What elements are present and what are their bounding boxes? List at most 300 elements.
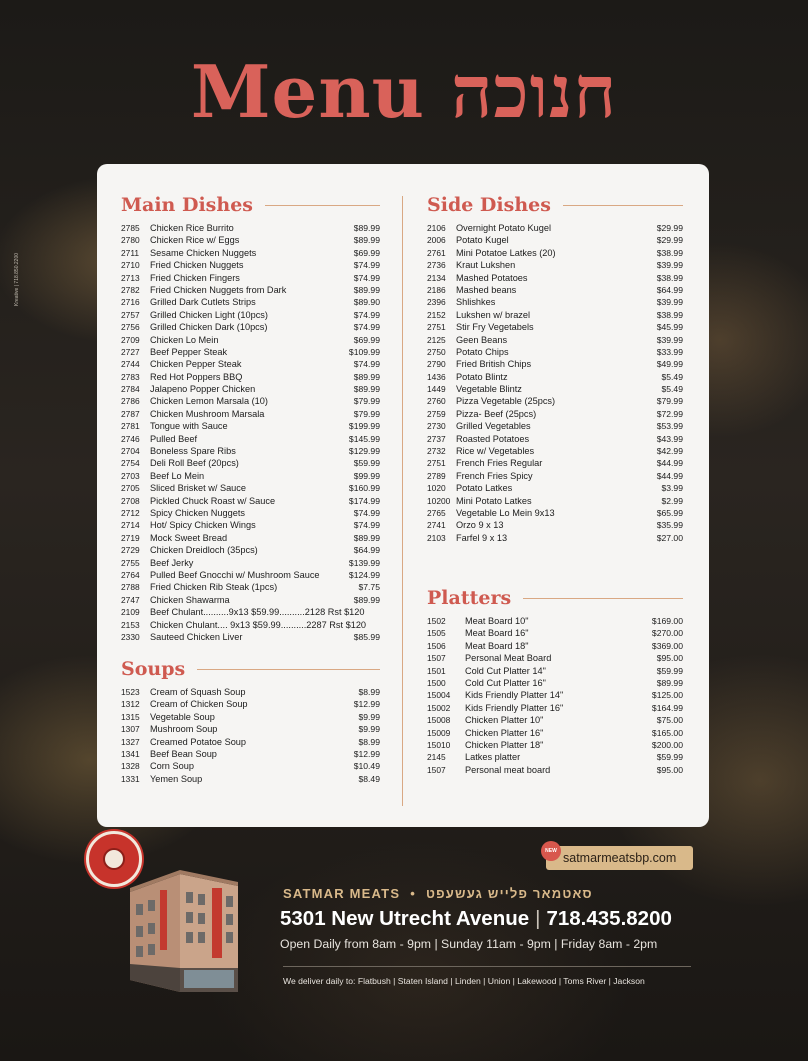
menu-item-row	[121, 395, 380, 407]
item-name: Potato Latkes	[456, 483, 513, 494]
item-name: Farfel 9 x 13	[456, 532, 508, 543]
menu-item-row	[427, 383, 683, 395]
item-code: 2786	[121, 396, 140, 407]
item-name: Meat Board 16"	[465, 628, 529, 639]
item-name: Cold Cut Platter 14"	[465, 665, 546, 676]
menu-item-row	[121, 606, 380, 618]
menu-item-row	[427, 284, 683, 296]
item-name: Chicken Pepper Steak	[150, 359, 242, 370]
item-name: Chicken Lemon Marsala (10)	[150, 396, 268, 407]
menu-item-row	[121, 247, 380, 259]
item-price: $174.99	[348, 495, 380, 506]
item-name: Cold Cut Platter 16"	[465, 677, 546, 688]
menu-item-row	[427, 532, 683, 544]
item-name: Kraut Lukshen	[456, 260, 516, 271]
item-price: $139.99	[348, 557, 380, 568]
menu-item-row	[121, 284, 380, 296]
item-name: Potato Chips	[456, 346, 509, 357]
item-code: 1020	[427, 483, 446, 494]
item-name: Fried Chicken Rib Steak (1pcs)	[150, 582, 278, 593]
menu-item-row	[427, 247, 683, 259]
item-code: 2783	[121, 371, 140, 382]
item-code: 15008	[427, 715, 451, 726]
item-price: $39.99	[656, 297, 683, 308]
menu-item-row	[121, 433, 380, 445]
item-name: Chicken Platter 18"	[465, 739, 544, 750]
item-name: Vegetable Soup	[150, 711, 215, 722]
item-code: 2780	[121, 235, 140, 246]
item-price: $160.99	[348, 483, 380, 494]
item-name: Corn Soup	[150, 761, 194, 772]
item-code: 1331	[121, 773, 140, 784]
item-name: Orzo 9 x 13	[456, 520, 504, 531]
item-name: Grilled Chicken Light (10pcs)	[150, 309, 268, 320]
item-code: 2781	[121, 421, 140, 432]
menu-item-row	[121, 234, 380, 246]
item-code: 2704	[121, 446, 140, 457]
item-code: 1505	[427, 628, 446, 639]
item-name: Grilled Chicken Dark (10pcs)	[150, 322, 268, 333]
item-code: 2759	[427, 408, 446, 419]
menu-item-row	[121, 544, 380, 556]
item-name: Pizza- Beef (25pcs)	[456, 408, 537, 419]
menu-item-row	[427, 495, 683, 507]
item-code: 2765	[427, 507, 446, 518]
menu-item-row	[121, 773, 380, 785]
platters-header	[427, 585, 683, 611]
item-price: $64.99	[656, 284, 683, 295]
menu-item-row	[427, 321, 683, 333]
item-name: French Fries Regular	[456, 458, 543, 469]
street-address: 5301 New Utrecht Avenue	[280, 907, 530, 930]
item-code: 2761	[427, 247, 446, 258]
item-name: Sauteed Chicken Liver	[150, 631, 243, 642]
item-code: 2396	[427, 297, 446, 308]
menu-item-row	[121, 495, 380, 507]
item-code: 2006	[427, 235, 446, 246]
page-title: Menu חנוכה	[190, 49, 618, 134]
item-name: Beef Jerky	[150, 557, 194, 568]
menu-item-row	[121, 736, 380, 748]
item-code: 2755	[121, 557, 140, 568]
phone-number[interactable]: 718.435.8200	[546, 907, 672, 930]
item-price: $35.99	[656, 520, 683, 531]
menu-item-row	[121, 259, 380, 271]
item-price: $89.99	[353, 384, 380, 395]
item-code: 2754	[121, 458, 140, 469]
item-name: Deli Roll Beef (20pcs)	[150, 458, 239, 469]
delivery-areas: We deliver daily to: Flatbush | Staten Island | Linden | Union | Lakewood | Toms River | Jackson	[283, 976, 645, 986]
menu-item-row	[427, 519, 683, 531]
item-code: 2705	[121, 483, 140, 494]
menu-item-row	[427, 507, 683, 519]
item-name: Boneless Spare Ribs	[150, 446, 236, 457]
item-name: Personal meat board	[465, 764, 551, 775]
menu-item-row	[427, 222, 683, 234]
item-price: $39.99	[656, 260, 683, 271]
side-dishes-title: Side Dishes	[427, 194, 551, 216]
item-price: $12.99	[353, 748, 380, 759]
item-code: 2746	[121, 433, 140, 444]
new-badge: NEW	[541, 841, 561, 861]
menu-item-row	[427, 395, 683, 407]
side-dishes-header	[427, 192, 683, 218]
item-code: 10200	[427, 495, 451, 506]
item-name: Latkes platter	[465, 752, 521, 763]
brand-line	[283, 884, 593, 902]
side-dishes-list	[427, 222, 683, 544]
item-price: $74.99	[353, 322, 380, 333]
item-price: $74.99	[353, 507, 380, 518]
item-code: 15009	[427, 727, 451, 738]
item-name: Grilled Dark Cutlets Strips	[150, 297, 256, 308]
menu-item-row	[427, 689, 683, 701]
item-code: 2109	[121, 607, 140, 618]
item-price: $9.99	[358, 711, 380, 722]
item-name: Meat Board 10"	[465, 616, 529, 626]
item-price: $5.49	[661, 371, 683, 382]
item-name: Chicken Rice Burrito	[150, 223, 234, 233]
item-code: 2330	[121, 631, 140, 642]
item-name: Rice w/ Vegetables	[456, 446, 535, 457]
item-code: 2727	[121, 346, 140, 357]
item-name: Fried British Chips	[456, 359, 532, 370]
menu-item-row	[427, 751, 683, 763]
item-code: 2134	[427, 272, 446, 283]
item-price: $64.99	[353, 545, 380, 556]
menu-item-row	[121, 383, 380, 395]
item-code: 2712	[121, 507, 140, 518]
item-price: $164.99	[651, 702, 683, 713]
item-code: 2751	[427, 458, 446, 469]
menu-item-row	[121, 321, 380, 333]
item-price: $74.99	[353, 272, 380, 283]
item-name: Cream of Squash Soup	[150, 687, 246, 697]
menu-item-row	[427, 615, 683, 627]
item-code: 1507	[427, 764, 446, 775]
brand-name: SATMAR MEATS	[283, 885, 401, 901]
item-price: $59.99	[656, 665, 683, 676]
item-code: 2719	[121, 532, 140, 543]
item-code: 2153	[121, 619, 140, 630]
item-price: $89.99	[353, 594, 380, 605]
item-code: 2708	[121, 495, 140, 506]
item-code: 1436	[427, 371, 446, 382]
item-price: $74.99	[353, 359, 380, 370]
item-name: Meat Board 18"	[465, 640, 529, 651]
menu-item-row	[427, 433, 683, 445]
website-badge[interactable]: satmarmeatsbp.com	[546, 846, 693, 870]
item-price: $38.99	[656, 272, 683, 283]
item-name: Mashed beans	[456, 284, 517, 295]
item-name: Chicken Dreidloch (35pcs)	[150, 545, 258, 556]
address-separator: |	[535, 907, 541, 930]
menu-item-row	[121, 698, 380, 710]
item-name: Potato Blintz	[456, 371, 508, 382]
menu-item-row	[121, 711, 380, 723]
menu-item-row	[121, 594, 380, 606]
item-code: 2732	[427, 446, 446, 457]
item-code: 15004	[427, 690, 451, 701]
menu-item-row	[121, 358, 380, 370]
item-code: 15002	[427, 702, 451, 713]
menu-item-row	[427, 408, 683, 420]
menu-item-row	[427, 296, 683, 308]
item-code: 1506	[427, 640, 446, 651]
item-price: $69.99	[353, 334, 380, 345]
menu-item-row	[427, 727, 683, 739]
item-code: 2741	[427, 520, 446, 531]
item-price: $124.99	[348, 569, 380, 580]
item-price: $79.99	[353, 396, 380, 407]
item-price: $38.99	[656, 309, 683, 320]
item-price: $38.99	[656, 247, 683, 258]
section-rule	[265, 205, 380, 206]
item-price: $89.99	[353, 235, 380, 246]
item-price: $200.00	[651, 739, 683, 750]
item-name: Sliced Brisket w/ Sauce	[150, 483, 246, 494]
item-name: Fried Chicken Nuggets	[150, 260, 244, 271]
menu-item-row	[121, 631, 380, 643]
item-price: $270.00	[651, 628, 683, 639]
soups-title: Soups	[121, 658, 186, 680]
item-code: 2152	[427, 309, 446, 320]
menu-item-row	[121, 222, 380, 234]
item-code: 2711	[121, 247, 140, 258]
item-code: 2186	[427, 284, 446, 295]
item-price: $169.00	[651, 616, 683, 626]
item-price: $9.99	[358, 724, 380, 735]
item-code: 2737	[427, 433, 446, 444]
item-name: Fried Chicken Nuggets from Dark	[150, 284, 287, 295]
item-code: 2714	[121, 520, 140, 531]
platters-list	[427, 615, 683, 776]
item-name: Beef Lo Mein	[150, 470, 205, 481]
item-name: Yemen Soup	[150, 773, 203, 784]
item-price: $53.99	[656, 421, 683, 432]
item-code: 2736	[427, 260, 446, 271]
item-name: Chicken Platter 10"	[465, 715, 544, 726]
item-price: $85.99	[353, 631, 380, 642]
item-price: $129.99	[348, 446, 380, 457]
item-price	[366, 619, 416, 631]
menu-item-row	[121, 686, 380, 698]
item-code: 1502	[427, 616, 446, 626]
soups-list	[121, 686, 380, 785]
menu-item-row	[427, 665, 683, 677]
item-name: Pickled Chuck Roast w/ Sauce	[150, 495, 276, 506]
item-name: Cream of Chicken Soup	[150, 699, 248, 710]
item-code: 1507	[427, 653, 446, 664]
opening-hours: Open Daily from 8am - 9pm | Sunday 11am - 9pm | Friday 8am - 2pm	[280, 937, 658, 951]
menu-item-row	[427, 259, 683, 271]
item-price: $89.99	[353, 532, 380, 543]
item-price: $45.99	[656, 322, 683, 333]
item-price: $44.99	[656, 470, 683, 481]
item-price: $74.99	[353, 520, 380, 531]
section-rule	[197, 669, 380, 670]
item-price: $3.99	[661, 483, 683, 494]
main-dishes-list	[121, 222, 380, 643]
menu-item-row	[121, 569, 380, 581]
menu-item-row	[427, 482, 683, 494]
item-code: 2713	[121, 272, 140, 283]
menu-item-row	[427, 627, 683, 639]
item-name: Spicy Chicken Nuggets	[150, 507, 245, 518]
item-code: 15010	[427, 739, 451, 750]
item-name: Sesame Chicken Nuggets	[150, 247, 257, 258]
item-price: $79.99	[656, 396, 683, 407]
item-name: Pizza Vegetable (25pcs)	[456, 396, 556, 407]
item-name: Jalapeno Popper Chicken	[150, 384, 256, 395]
item-price: $5.49	[661, 384, 683, 395]
item-name: Pulled Beef Gnocchi w/ Mushroom Sauce	[150, 569, 320, 580]
item-price: $59.99	[656, 752, 683, 763]
menu-item-row	[121, 420, 380, 432]
item-name: Overnight Potato Kugel	[456, 223, 551, 233]
item-price: $2.99	[661, 495, 683, 506]
menu-item-row	[121, 619, 380, 631]
menu-item-row	[427, 234, 683, 246]
item-price: $145.99	[348, 433, 380, 444]
soups-header	[121, 656, 380, 682]
item-code: 2787	[121, 408, 140, 419]
item-name: Fried Chicken Fingers	[150, 272, 240, 283]
item-name: Vegetable Blintz	[456, 384, 522, 395]
item-code: 2789	[427, 470, 446, 481]
item-code: 2106	[427, 223, 446, 233]
item-name: Tongue with Sauce	[150, 421, 228, 432]
menu-item-row	[427, 470, 683, 482]
item-name: Kids Friendly Platter 14"	[465, 690, 564, 701]
item-code: 2782	[121, 284, 140, 295]
item-name: Potato Kugel	[456, 235, 509, 246]
item-price: $95.00	[656, 653, 683, 664]
item-code: 1523	[121, 687, 140, 697]
item-price: $49.99	[656, 359, 683, 370]
item-code: 2750	[427, 346, 446, 357]
item-code: 1327	[121, 736, 140, 747]
item-price: $165.00	[651, 727, 683, 738]
column-divider	[402, 196, 403, 806]
item-price: $74.99	[353, 260, 380, 271]
item-price: $39.99	[656, 334, 683, 345]
item-code: 2784	[121, 384, 140, 395]
menu-item-row	[121, 309, 380, 321]
item-name: Mushroom Soup	[150, 724, 218, 735]
item-name: Beef Bean Soup	[150, 748, 217, 759]
item-price: $99.99	[353, 470, 380, 481]
menu-item-row	[121, 296, 380, 308]
item-name: Beef Chulant..........9x13 $59.99..........2128 Rst $120	[150, 607, 365, 618]
item-name: Chicken Lo Mein	[150, 334, 219, 345]
item-code: 2145	[427, 752, 446, 763]
item-price: $59.99	[353, 458, 380, 469]
item-code: 2760	[427, 396, 446, 407]
item-code: 2729	[121, 545, 140, 556]
menu-item-row	[427, 445, 683, 457]
section-rule	[523, 598, 683, 599]
item-price: $199.99	[348, 421, 380, 432]
menu-item-row	[121, 457, 380, 469]
item-price: $12.99	[353, 699, 380, 710]
item-name: French Fries Spicy	[456, 470, 533, 481]
platters-title: Platters	[427, 587, 512, 609]
menu-item-row	[427, 420, 683, 432]
menu-item-row	[427, 346, 683, 358]
item-name: Chicken Rice w/ Eggs	[150, 235, 240, 246]
menu-item-row	[121, 748, 380, 760]
side-dishes-section	[427, 192, 683, 544]
soups-section	[121, 656, 380, 785]
menu-item-row	[427, 358, 683, 370]
item-name: Chicken Mushroom Marsala	[150, 408, 265, 419]
main-dishes-section	[121, 192, 380, 643]
item-code: 2764	[121, 569, 140, 580]
menu-item-row	[121, 408, 380, 420]
item-name: Red Hot Poppers BBQ	[150, 371, 243, 382]
item-price: $65.99	[656, 507, 683, 518]
menu-item-row	[121, 371, 380, 383]
item-name: Beef Pepper Steak	[150, 346, 228, 357]
item-price: $79.99	[353, 408, 380, 419]
item-name: Mock Sweet Bread	[150, 532, 228, 543]
menu-item-row	[427, 714, 683, 726]
menu-item-row	[121, 272, 380, 284]
side-credit-text: Kreative | 718.850.2200	[14, 252, 20, 306]
item-name: Hot/ Spicy Chicken Wings	[150, 520, 256, 531]
item-price: $10.49	[353, 761, 380, 772]
menu-item-row	[121, 482, 380, 494]
item-code: 2125	[427, 334, 446, 345]
menu-item-row	[121, 581, 380, 593]
item-price: $125.00	[651, 690, 683, 701]
platters-section	[427, 585, 683, 776]
item-price: $89.99	[353, 371, 380, 382]
item-price: $109.99	[348, 346, 380, 357]
item-code: 2710	[121, 260, 140, 271]
item-price: $89.99	[353, 223, 380, 233]
item-price	[365, 606, 415, 618]
item-code: 2103	[427, 532, 446, 543]
menu-item-row	[121, 346, 380, 358]
brand-name-hebrew: סאטמאר פלייש געשעפט	[425, 885, 593, 901]
menu-item-row	[121, 334, 380, 346]
item-name: Mini Potatoe Latkes (20)	[456, 247, 556, 258]
menu-item-row	[427, 309, 683, 321]
footer-divider	[283, 966, 691, 967]
item-price: $8.49	[358, 773, 380, 784]
item-price: $8.99	[358, 687, 380, 697]
item-code: 2744	[121, 359, 140, 370]
menu-item-row	[427, 702, 683, 714]
main-dishes-header	[121, 192, 380, 218]
menu-item-row	[121, 557, 380, 569]
menu-item-row	[427, 371, 683, 383]
menu-item-row	[427, 334, 683, 346]
menu-item-row	[427, 739, 683, 751]
menu-item-row	[121, 507, 380, 519]
item-name: Grilled Vegetables	[456, 421, 531, 432]
menu-item-row	[427, 640, 683, 652]
menu-item-row	[427, 677, 683, 689]
item-code: 1501	[427, 665, 446, 676]
item-name: Creamed Potatoe Soup	[150, 736, 247, 747]
item-price: $69.99	[353, 247, 380, 258]
item-code: 2716	[121, 297, 140, 308]
brand-separator: •	[410, 885, 416, 901]
menu-item-row	[121, 519, 380, 531]
